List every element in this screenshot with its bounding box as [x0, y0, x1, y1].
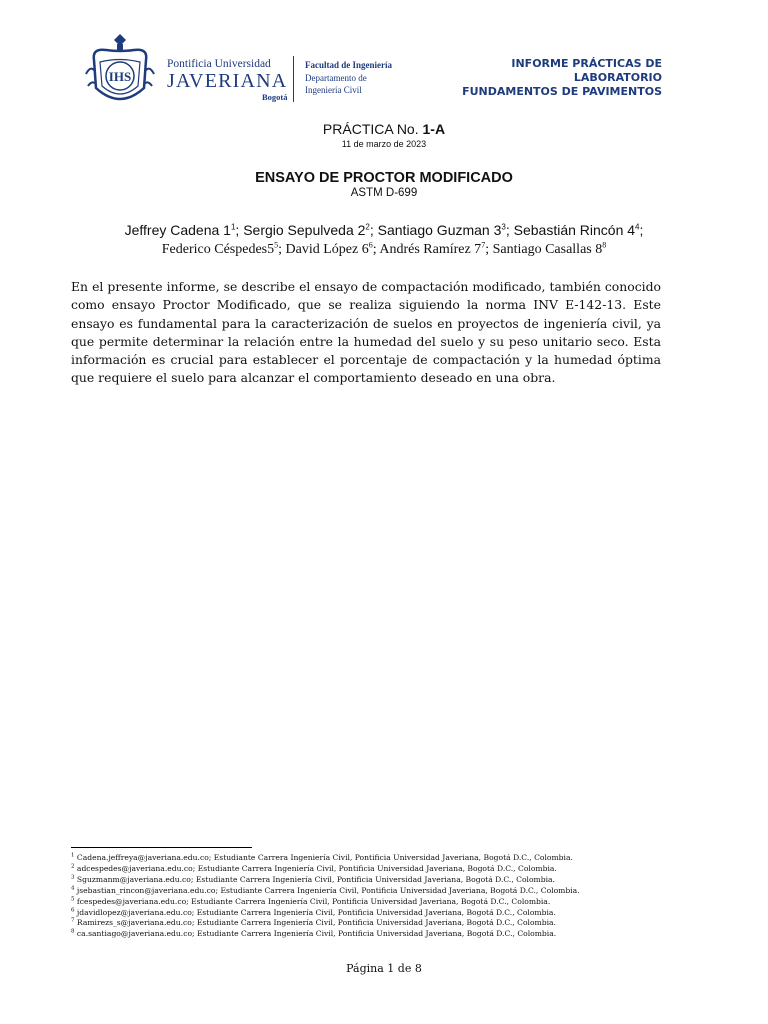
footnote-number: 4: [71, 885, 75, 892]
author-footnote-ref: 1: [230, 222, 236, 232]
faculty-line2: Departamento de: [305, 72, 367, 83]
faculty-line3: Ingeniería Civil: [305, 85, 362, 95]
author-footnote-ref: 8: [602, 240, 607, 250]
footnote-item: [71, 897, 691, 908]
author-separator: ;: [372, 242, 380, 257]
footnote-text: jdavidlopez@javeriana.edu.co; Estudiante Carrera Ingeniería Civil, Pontificia Universidad Javeriana, Bogotá D.C., Colombia.: [76, 907, 556, 917]
footnote-number: 3: [71, 874, 75, 881]
footnote-number: 1: [71, 852, 75, 859]
footnote-item: [71, 864, 691, 875]
footnote-divider: [71, 847, 252, 848]
footnote-number: 2: [71, 863, 75, 870]
author-separator: ;: [505, 222, 514, 238]
practice-number-value: 1-A: [422, 121, 446, 137]
university-name: [167, 58, 287, 102]
author-name: Federico Céspedes5: [161, 242, 275, 257]
footnote-number: 5: [71, 896, 75, 903]
footnote-text: fcespedes@javeriana.edu.co; Estudiante Carrera Ingeniería Civil, Pontificia Universidad Javeriana, Bogotá D.C., Colombia.: [76, 896, 551, 906]
author-name: Jeffrey Cadena 1: [124, 222, 231, 238]
author-name: David López 6: [285, 242, 369, 257]
document-subtitle: ASTM D-699: [350, 187, 418, 199]
practice-date: 11 de marzo de 2023: [341, 139, 427, 149]
author-separator: ;: [369, 222, 378, 238]
author-footnote-ref: 4: [635, 222, 640, 232]
footnote-item: [71, 908, 691, 919]
author-name: Santiago Guzman 3: [377, 222, 502, 238]
footnote-number: 6: [71, 907, 75, 913]
faculty-name: [305, 59, 392, 97]
footnote-item: [71, 886, 691, 897]
footnote-text: jsebastian_rincon@javeriana.edu.co; Estudiante Carrera Ingeniería Civil, Pontificia Universidad Javeriana, Bogotá D.C., Colombia.: [76, 885, 580, 895]
page-number: Página 1 de 8: [346, 962, 422, 975]
author-footnote-ref: 2: [365, 222, 370, 232]
seal-monogram: IHS: [108, 69, 132, 84]
faculty-line1: Facultad de Ingeniería: [305, 60, 392, 70]
practice-label: PRÁCTICA No.: [322, 121, 423, 137]
report-title-line2: FUNDAMENTOS DE PAVIMENTOS: [462, 85, 662, 98]
university-name-line1: Pontificia Universidad: [167, 58, 271, 70]
university-seal-icon: [80, 30, 160, 110]
author-name: Sergio Sepulveda 2: [243, 222, 366, 238]
author-name: Andrés Ramírez 7: [379, 242, 482, 257]
report-title-line1: INFORME PRÁCTICAS DE LABORATORIO: [511, 57, 662, 84]
author-separator: ;: [278, 242, 286, 257]
authors-line2: [0, 242, 768, 258]
author-name: Santiago Casallas 8: [492, 242, 603, 257]
footnote-text: Ramirezs_s@javeriana.edu.co; Estudiante Carrera Ingeniería Civil, Pontificia Universidad Javeriana, Bogotá D.C., Colombia.: [76, 918, 556, 928]
author-name: Sebastián Rincón 4: [513, 222, 636, 238]
author-footnote-ref: 5: [274, 240, 279, 250]
practice-number: [0, 121, 768, 137]
footnote-text: adcespedes@javeriana.edu.co; Estudiante Carrera Ingeniería Civil, Pontificia Universidad Javeriana, Bogotá D.C., Colombia.: [76, 863, 557, 873]
footnote-number: 7: [71, 917, 75, 924]
document-title: ENSAYO DE PROCTOR MODIFICADO: [255, 170, 513, 186]
footnote-text: Cadena.jeffreya@javeriana.edu.co; Estudiante Carrera Ingeniería Civil, Pontificia Universidad Javeriana, Bogotá D.C., Colombia.: [76, 853, 573, 862]
abstract-paragraph: En el presente informe, se describe el ensayo de compactación modificado, también conocido como ensayo Proctor Modificado, que se realiza siguiendo la norma INV E-142-13. Este ensayo es fundamental para la caracterización de suelos en proyectos de ingeniería civil, ya que permite determinar la relación entre la humedad del suelo y su peso unitario seco. Esta información es crucial para establecer el porcentaje de compactación y la humedad óptima que requiere el suelo para alcanzar el comportamiento deseado en una obra.: [71, 279, 661, 386]
university-city: Bogotá: [261, 92, 288, 102]
footnote-item: [71, 875, 691, 886]
author-separator: ;: [485, 242, 493, 257]
footnote-item: [71, 853, 691, 864]
university-name-line2: JAVERIANA: [167, 70, 288, 92]
author-separator: ;: [639, 222, 644, 238]
header-divider: [293, 56, 294, 102]
footnote-number: 8: [71, 928, 75, 935]
footnote-text: Sguzmanm@javeriana.edu.co; Estudiante Carrera Ingeniería Civil, Pontificia Universidad Javeriana, Bogotá D.C., Colombia.: [76, 874, 555, 884]
page-header: [80, 28, 680, 108]
report-title: [434, 57, 662, 99]
footnote-item: [71, 929, 691, 940]
footnotes: [71, 853, 691, 940]
author-separator: ;: [235, 222, 244, 238]
author-footnote-ref: 3: [501, 222, 506, 232]
footnote-item: [71, 918, 691, 929]
footnote-text: ca.santiago@javeriana.edu.co; Estudiante Carrera Ingeniería Civil, Pontificia Universidad Javeriana, Bogotá D.C., Colombia.: [76, 929, 557, 939]
author-footnote-ref: 6: [368, 240, 373, 250]
author-footnote-ref: 7: [481, 240, 486, 250]
authors-line1: [0, 222, 768, 238]
